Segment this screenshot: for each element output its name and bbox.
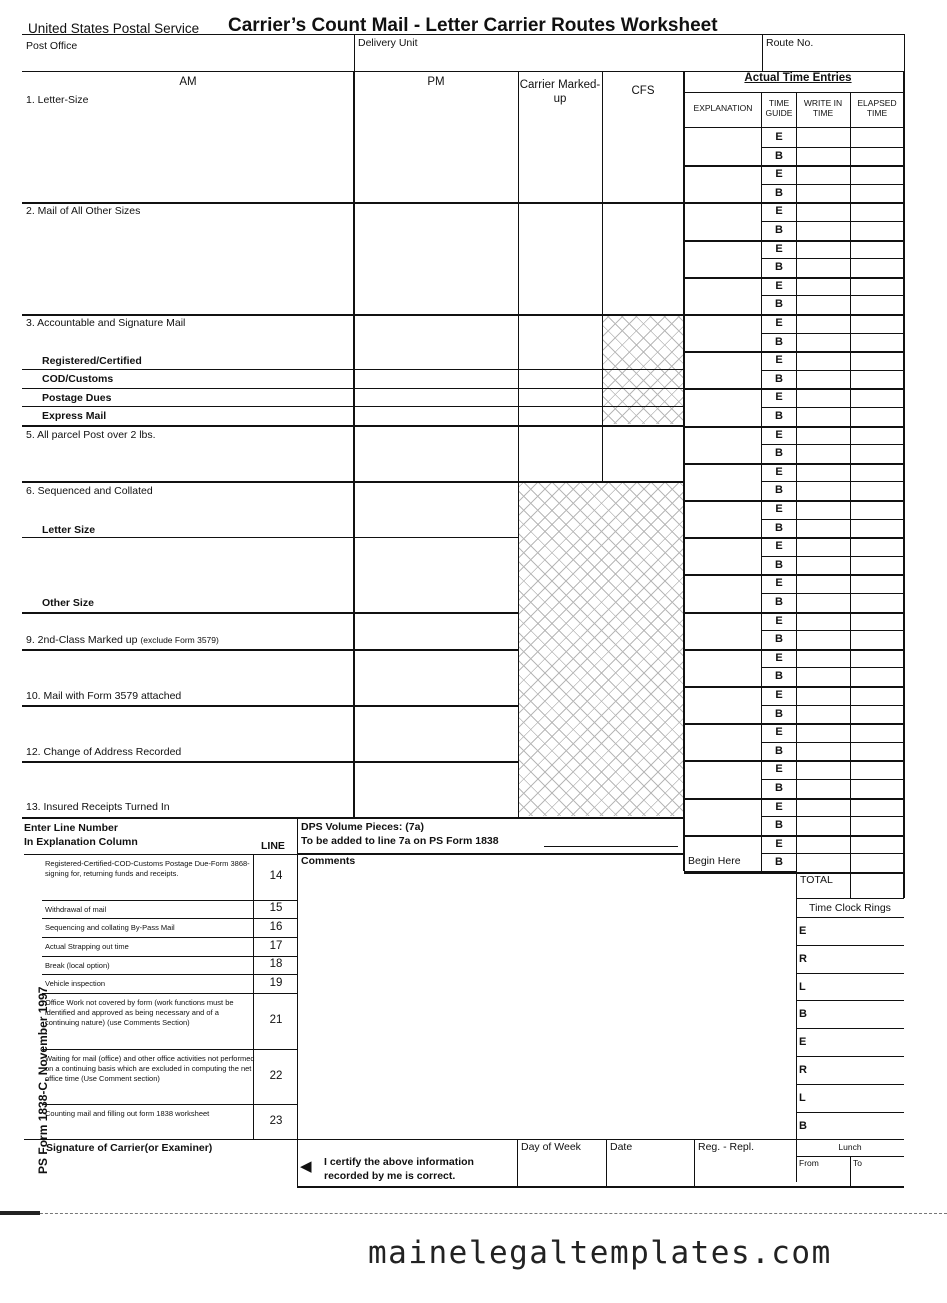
time-guide-code: B [775, 670, 783, 683]
time-guide-code: E [775, 689, 783, 701]
time-guide-code: E [775, 465, 783, 478]
explanation-item-text: Waiting for mail (office) and other office activities not performed on a continuing basis which are excluded in computing the net office time (Use Comment section) [45, 1054, 255, 1083]
time-guide-code: E [775, 726, 783, 739]
time-guide-code: E [775, 800, 783, 813]
clock-ring-code: R [799, 952, 807, 965]
dps-volume-label: DPS Volume Pieces: (7a) [301, 821, 424, 833]
explanation-line-number: 23 [269, 1114, 283, 1127]
time-guide-code: E [775, 168, 783, 181]
time-guide-code: B [775, 819, 783, 832]
explanation-item-text: Registered-Certified-COD-Customs Postage Due-Form 3868-signing for, returning funds and receipts. [45, 859, 250, 878]
time-guide-code: B [775, 372, 783, 385]
time-guide-code: B [775, 186, 783, 199]
day-of-week-label: Day of Week [521, 1141, 581, 1153]
time-guide-code: E [775, 354, 783, 367]
time-guide-code: B [775, 447, 783, 460]
reg-repl-label: Reg. - Repl. [698, 1141, 755, 1153]
elapsed-time-header: ELAPSED TIME [857, 98, 897, 119]
post-office-label: Post Office [26, 40, 78, 52]
second-class-note: (exclude Form 3579) [140, 635, 219, 645]
time-guide-code: B [775, 856, 783, 869]
time-guide-code: B [775, 224, 783, 236]
certify-arrow-icon: ◀ [300, 1158, 312, 1175]
time-guide-code: B [775, 261, 783, 274]
time-guide-code: B [775, 782, 783, 794]
explanation-line-number: 18 [269, 958, 283, 970]
delivery-unit-label: Delivery Unit [358, 37, 418, 49]
time-guide-code: E [775, 242, 783, 255]
time-guide-code: B [775, 298, 783, 311]
parcel-post-label: 5. All parcel Post over 2 lbs. [26, 429, 156, 441]
explanation-item-text: Office Work not covered by form (work functions must be identified and approved as being necessary and of a continuing nature) (use Comments Section) [45, 998, 234, 1027]
explanation-line-number: 16 [269, 920, 283, 933]
explanation-header: EXPLANATION [693, 103, 753, 113]
time-guide-code: E [775, 279, 783, 292]
actual-time-entries-header: Actual Time Entries [744, 72, 852, 84]
time-guide-code: B [775, 707, 783, 720]
time-guide-code: B [775, 744, 783, 757]
change-of-address-label: 12. Change of Address Recorded [26, 746, 182, 758]
express-mail-label: Express Mail [42, 410, 107, 422]
clock-ring-code: B [799, 1008, 807, 1021]
explanation-line-number: 22 [269, 1069, 283, 1082]
certify-statement: I certify the above information recorded by me is correct. [324, 1156, 474, 1182]
time-guide-code: B [775, 335, 783, 348]
explanation-item-text: Actual Strapping out time [45, 942, 129, 951]
explanation-item-text: Break (local option) [45, 961, 110, 970]
time-guide-code: E [775, 391, 783, 404]
explanation-line-number: 15 [269, 902, 283, 914]
time-guide-code: E [775, 540, 783, 553]
time-guide-code: B [775, 633, 783, 646]
insured-receipts-label: 13. Insured Receipts Turned In [26, 801, 170, 813]
time-guide-code: E [775, 503, 783, 515]
carrier-marked-up-header: Carrier Marked-up [519, 79, 601, 106]
route-no-label: Route No. [766, 37, 814, 49]
clock-ring-code: B [799, 1119, 807, 1132]
explanation-line-number: 17 [269, 939, 283, 952]
agency-name: United States Postal Service [28, 21, 200, 36]
accountable-mail-label: 3. Accountable and Signature Mail [26, 317, 186, 329]
time-guide-code: E [775, 614, 783, 627]
sequenced-letter-size-label: Letter Size [42, 524, 96, 536]
time-guide-code: B [775, 596, 783, 608]
lunch-from-label: From [799, 1158, 819, 1168]
lunch-to-label: To [853, 1158, 862, 1168]
registered-certified-label: Registered/Certified [42, 355, 142, 367]
time-guide-code: E [775, 763, 783, 776]
time-guide-code: E [775, 577, 783, 590]
begin-here-label: Begin Here [688, 855, 741, 867]
postage-dues-label: Postage Dues [42, 392, 112, 404]
clock-ring-code: L [799, 980, 806, 993]
other-sizes-label: 2. Mail of All Other Sizes [26, 205, 141, 217]
sequenced-other-size-label: Other Size [42, 597, 94, 609]
form-id-text: PS Form 1838-C, November 1997 [35, 986, 50, 1174]
total-label: TOTAL [800, 874, 833, 886]
time-guide-code: E [775, 651, 783, 664]
explanation-item-text: Withdrawal of mail [45, 905, 107, 914]
clock-ring-code: E [799, 925, 807, 937]
time-guide-header: TIME GUIDE [765, 98, 793, 119]
scan-edge [0, 1213, 947, 1214]
clock-ring-code: L [799, 1091, 806, 1104]
form-3579-label: 10. Mail with Form 3579 attached [26, 690, 182, 702]
clock-ring-code: E [799, 1036, 807, 1049]
explanation-item-text: Vehicle inspection [45, 979, 106, 988]
line-column-heading: LINE [261, 840, 285, 852]
form-title: Carrier’s Count Mail - Letter Carrier Routes Worksheet [228, 15, 718, 36]
second-class-text: 9. 2nd-Class Marked up [26, 634, 138, 646]
comments-label: Comments [301, 855, 356, 867]
clock-ring-code: R [799, 1064, 807, 1076]
write-in-time-header: WRITE IN TIME [803, 98, 843, 119]
explanation-line-number: 19 [269, 976, 283, 989]
dps-note: To be added to line 7a on PS Form 1838 [301, 835, 499, 847]
scan-edge-mark [0, 1211, 40, 1215]
explanation-column-heading: In Explanation Column [24, 836, 138, 848]
enter-line-number-heading: Enter Line Number [24, 822, 118, 834]
explanation-line-number: 14 [269, 870, 283, 882]
time-guide-code: B [775, 558, 783, 571]
pm-column-header: PM [427, 76, 445, 88]
letter-size-label: 1. Letter-Size [26, 94, 89, 106]
date-label: Date [610, 1141, 633, 1153]
sequenced-collated-label: 6. Sequenced and Collated [26, 485, 153, 497]
explanation-item-text: Counting mail and filling out form 1838 worksheet [45, 1109, 210, 1118]
time-guide-code: B [775, 410, 783, 422]
sequenced-hatched-area [519, 481, 684, 816]
time-guide-code: B [775, 149, 783, 162]
explanation-item-text: Sequencing and collating By-Pass Mail [45, 923, 175, 932]
cfs-column-header: CFS [631, 85, 655, 97]
am-column-header: AM [179, 76, 197, 88]
time-guide-code: E [775, 317, 783, 329]
second-class-label [26, 635, 219, 646]
signature-label: Signature of Carrier(or Examiner) [46, 1142, 213, 1154]
time-guide-code: B [775, 484, 783, 497]
time-guide-code: E [775, 837, 783, 850]
form-id [37, 980, 50, 1180]
explanation-line-number: 21 [269, 1014, 283, 1026]
time-guide-code: E [775, 428, 783, 441]
time-guide-code: B [775, 521, 783, 534]
time-clock-rings-label: Time Clock Rings [809, 902, 891, 914]
cod-customs-label: COD/Customs [42, 373, 114, 385]
lunch-label: Lunch [838, 1142, 862, 1152]
time-guide-code: E [775, 131, 783, 143]
watermark: mainelegaltemplates.com [368, 1235, 832, 1271]
time-guide-code: E [775, 205, 783, 218]
